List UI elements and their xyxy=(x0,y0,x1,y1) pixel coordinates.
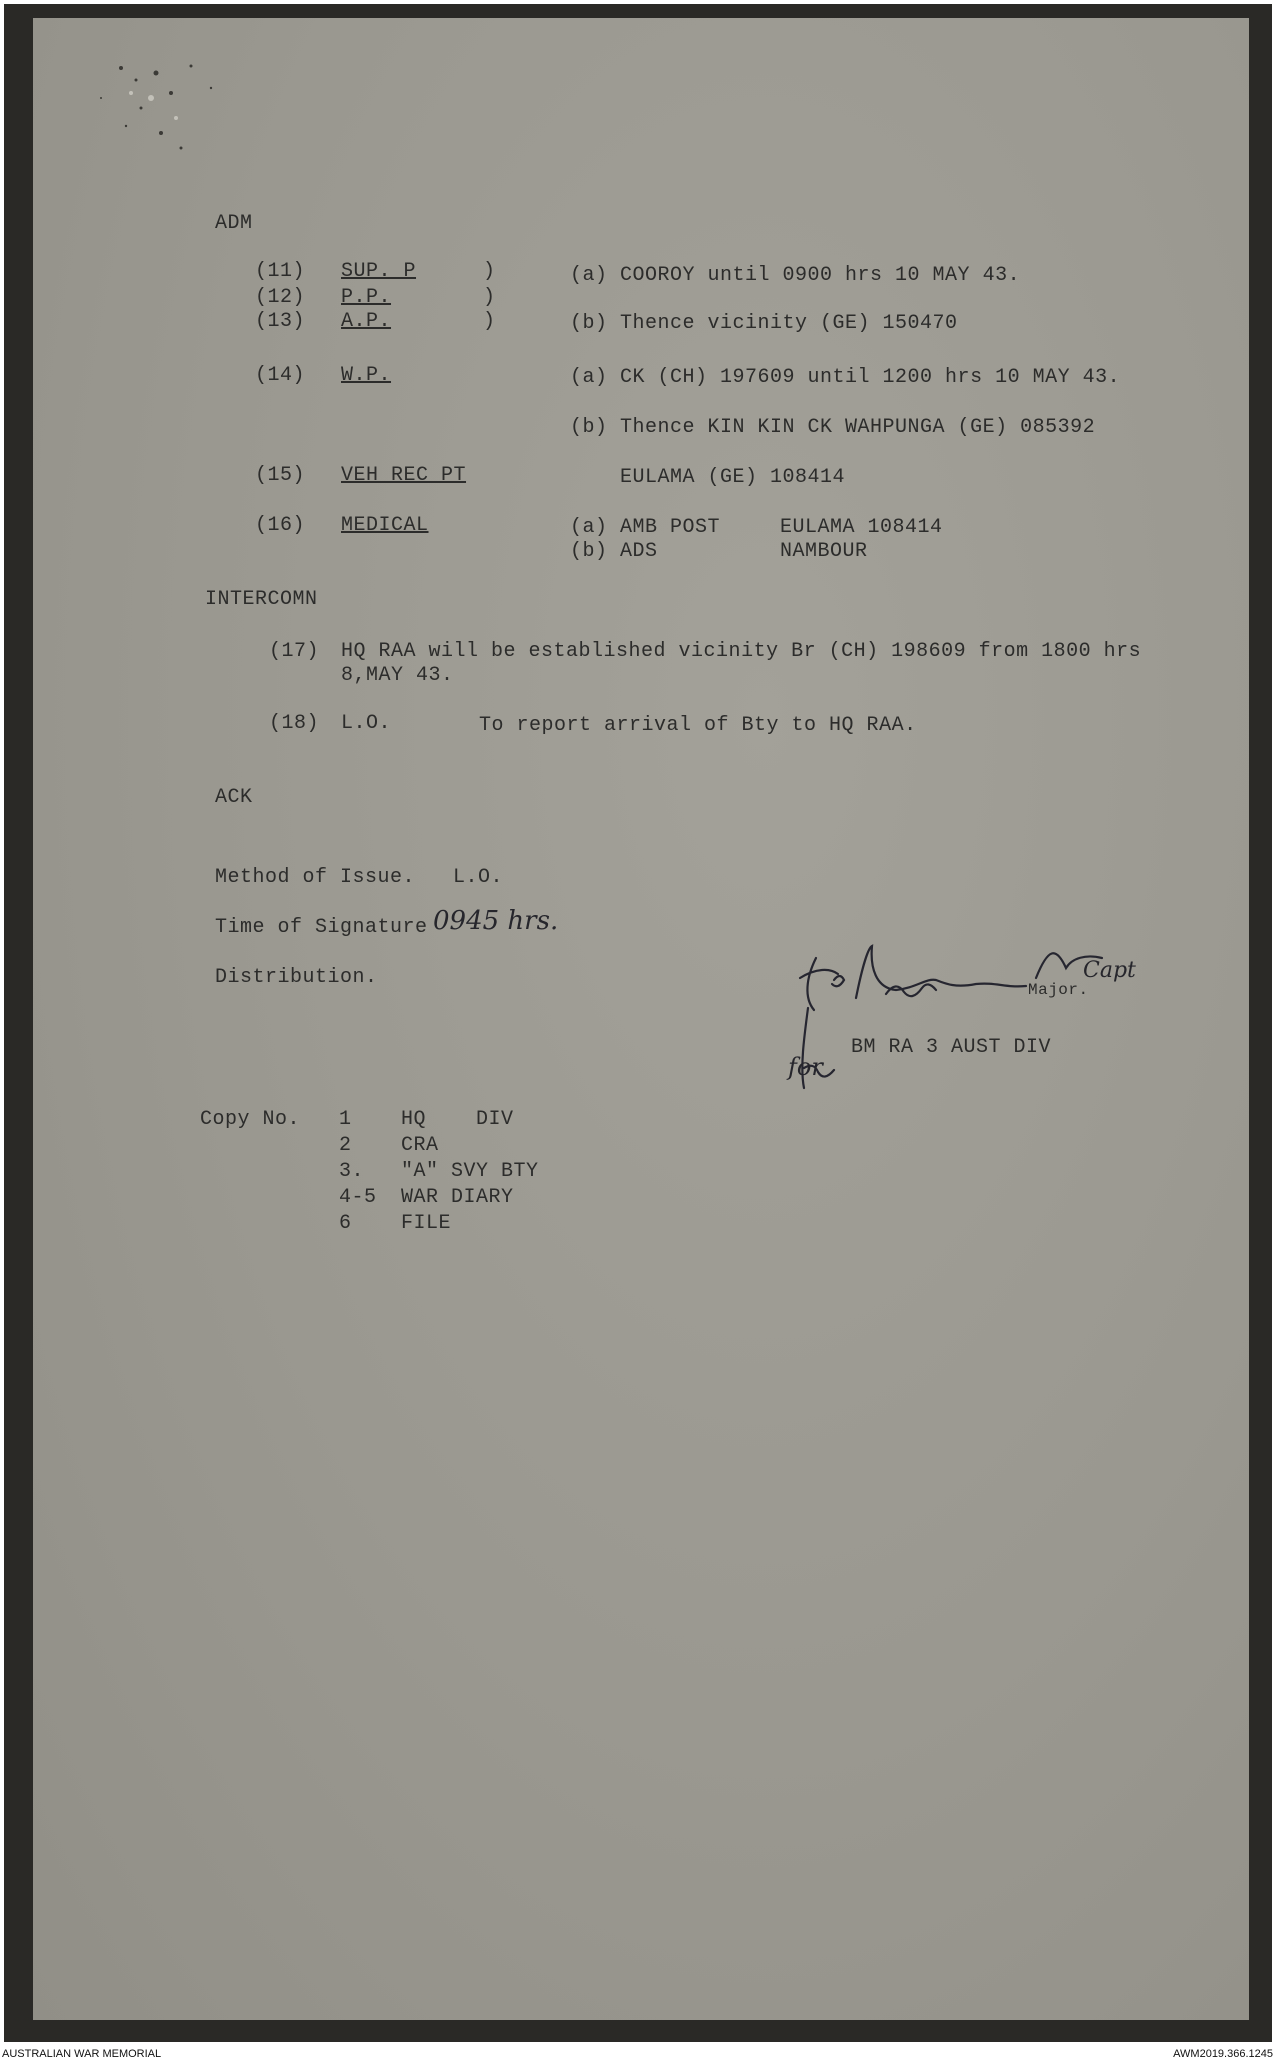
photo-backdrop xyxy=(4,4,1272,2042)
item-number: (18) xyxy=(269,712,320,735)
water-point-line-b: (b) Thence KIN KIN CK WAHPUNGA (GE) 085392 xyxy=(570,416,1096,439)
supply-point-line-a: (a) COOROY until 0900 hrs 10 MAY 43. xyxy=(570,264,1021,287)
rank-typed: Major. xyxy=(1028,981,1089,999)
signatory-title: BM RA 3 AUST DIV xyxy=(851,1036,1052,1059)
section-heading-ack: ACK xyxy=(215,786,253,809)
copy-number-label: Copy No. xyxy=(200,1108,301,1131)
copy-recipient: "A" SVY BTY xyxy=(401,1160,539,1183)
medical-line-b-label: (b) ADS xyxy=(570,540,658,563)
copy-recipient: HQ DIV xyxy=(401,1108,514,1131)
item-number: (15) xyxy=(255,464,306,487)
vehicle-recovery-location: EULAMA (GE) 108414 xyxy=(620,466,846,489)
item-number: (17) xyxy=(269,640,320,663)
item-number: (14) xyxy=(255,364,306,387)
paragraph-17-line-2: 8,MAY 43. xyxy=(341,664,454,687)
item-number: (13) xyxy=(255,310,306,333)
copy-number: 1 xyxy=(339,1108,352,1131)
item-label: SUP. P xyxy=(341,260,417,283)
time-of-signature-label: Time of Signature xyxy=(215,916,428,939)
medical-line-a-value: EULAMA 108414 xyxy=(780,516,943,539)
footer-accession-number: AWM2019.366.1245 xyxy=(1173,2048,1273,2060)
paper-stain-marks xyxy=(81,38,261,168)
medical-line-b-value: NAMBOUR xyxy=(780,540,868,563)
document-sheet xyxy=(33,18,1249,2020)
supply-point-line-b: (b) Thence vicinity (GE) 150470 xyxy=(570,312,958,335)
bracket-mark: ) xyxy=(483,260,496,283)
water-point-line-a: (a) CK (CH) 197609 until 1200 hrs 10 MAY 43. xyxy=(570,366,1121,389)
section-heading-intercomn: INTERCOMN xyxy=(205,588,318,611)
bracket-mark: ) xyxy=(483,286,496,309)
distribution-label: Distribution. xyxy=(215,966,378,989)
item-number: (16) xyxy=(255,514,306,537)
section-heading-adm: ADM xyxy=(215,212,253,235)
copy-number: 4-5 xyxy=(339,1186,377,1209)
copy-number: 3. xyxy=(339,1160,365,1183)
medical-line-a-label: (a) AMB POST xyxy=(570,516,721,539)
bracket-mark: ) xyxy=(483,310,496,333)
footer-credit: AUSTRALIAN WAR MEMORIAL xyxy=(2,2048,162,2060)
time-of-signature-value: 0945 hrs. xyxy=(433,906,559,936)
copy-recipient: CRA xyxy=(401,1134,439,1157)
item-number: (12) xyxy=(255,286,306,309)
method-of-issue-value: L.O. xyxy=(453,866,504,889)
item-number: (11) xyxy=(255,260,306,283)
paragraph-17-line-1: HQ RAA will be established vicinity Br (CH) 198609 from 1800 hrs xyxy=(341,640,1142,663)
item-label: VEH REC PT xyxy=(341,464,467,487)
method-of-issue-label: Method of Issue. xyxy=(215,866,416,889)
handwritten-for: for xyxy=(788,1053,823,1081)
item-label: P.P. xyxy=(341,286,392,309)
copy-recipient: FILE xyxy=(401,1212,452,1235)
paragraph-18-label: L.O. xyxy=(341,712,392,735)
copy-number: 6 xyxy=(339,1212,352,1235)
rank-handwritten: Capt xyxy=(1083,958,1136,983)
item-label: MEDICAL xyxy=(341,514,429,537)
copy-number: 2 xyxy=(339,1134,352,1157)
copy-recipient: WAR DIARY xyxy=(401,1186,514,1209)
item-label: A.P. xyxy=(341,310,392,333)
item-label: W.P. xyxy=(341,364,392,387)
paragraph-18-text: To report arrival of Bty to HQ RAA. xyxy=(479,714,917,737)
